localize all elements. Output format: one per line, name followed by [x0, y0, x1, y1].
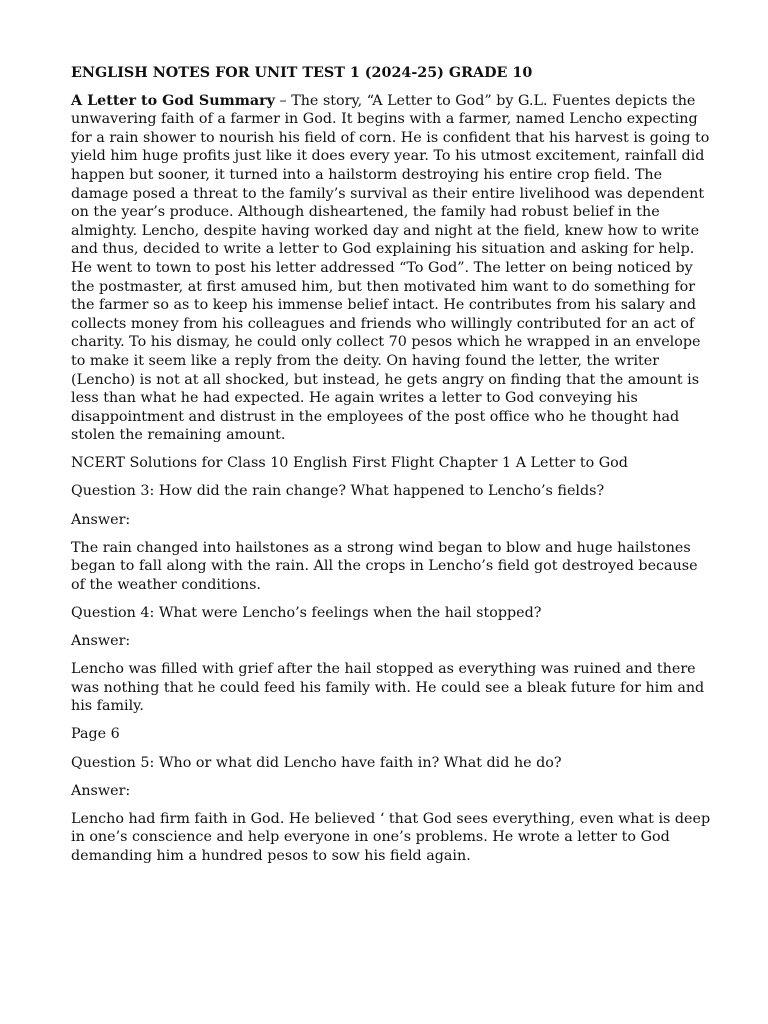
answer-3: The rain changed into hailstones as a strong wind began to blow and huge hailstones began to fall along with the rain. All the crops in Lencho’s field got destroyed because of the weather conditions.: [71, 539, 698, 593]
question-4: Question 4: What were Lencho’s feelings when the hail stopped?: [71, 604, 542, 621]
answer-4-label: Answer:: [71, 633, 131, 650]
answer-5: Lencho had firm faith in God. He believed ‘ that God sees everything, even what is deep in one’s conscience and help everyone in one’s problems. He wrote a letter to God demanding him a hundred pesos to sow his field again.: [71, 810, 711, 864]
summary-text: – The story, “A Letter to God” by G.L. Fuentes depicts the unwavering faith of a farmer in God. It begins with a farmer, named Lencho expecting for a rain shower to nourish his field of corn. He is confident that his harvest is going to yield him huge profits just like it does every year. To his utmost excitement, rainfall did happen but sooner, it turned into a hailstorm destroying his entire crop field. The damage posed a threat to the family’s survival as their entire livelihood was dependent on the year’s produce. Although disheartened, the family had robust belief in the almighty. Lencho, despite having worked day and night at the field, knew how to write and thus, decided to write a letter to God explaining his situation and asking for help. He went to town to post his letter addressed “To God”. The letter on being noticed by the postmaster, at first amused him, but then motivated him want to do something for the farmer so as to keep his immense belief intact. He contributes from his salary and collects money from his colleagues and friends who willingly contributed for an act of charity. To his dismay, he could only collect 70 pesos which he wrapped in an envelope to make it seem like a reply from the deity. On having found the letter, the writer (Lencho) is not at all shocked, but instead, he gets angry on finding that the amount is less than what he had expected. He again writes a letter to God conveying his disappointment and distrust in the employees of the post office who he thought had stolen the remaining amount.: [71, 92, 710, 444]
summary-paragraph: [71, 92, 711, 445]
document-page: [71, 64, 711, 875]
ncert-solutions-line: NCERT Solutions for Class 10 English First Flight Chapter 1 A Letter to God: [71, 455, 628, 472]
question-3: Question 3: How did the rain change? What happened to Lencho’s fields?: [71, 483, 605, 500]
answer-3-label: Answer:: [71, 511, 131, 528]
answer-4: Lencho was filled with grief after the hail stopped as everything was ruined and there was nothing that he could feed his family with. He could see a bleak future for him and his family.: [71, 661, 705, 715]
summary-title: A Letter to God Summary: [71, 92, 275, 109]
question-5: Question 5: Who or what did Lencho have faith in? What did he do?: [71, 754, 562, 771]
document-heading: ENGLISH NOTES FOR UNIT TEST 1 (2024-25) GRADE 10: [71, 65, 533, 81]
answer-5-label: Answer:: [71, 782, 131, 799]
page-label: Page 6: [71, 726, 120, 743]
